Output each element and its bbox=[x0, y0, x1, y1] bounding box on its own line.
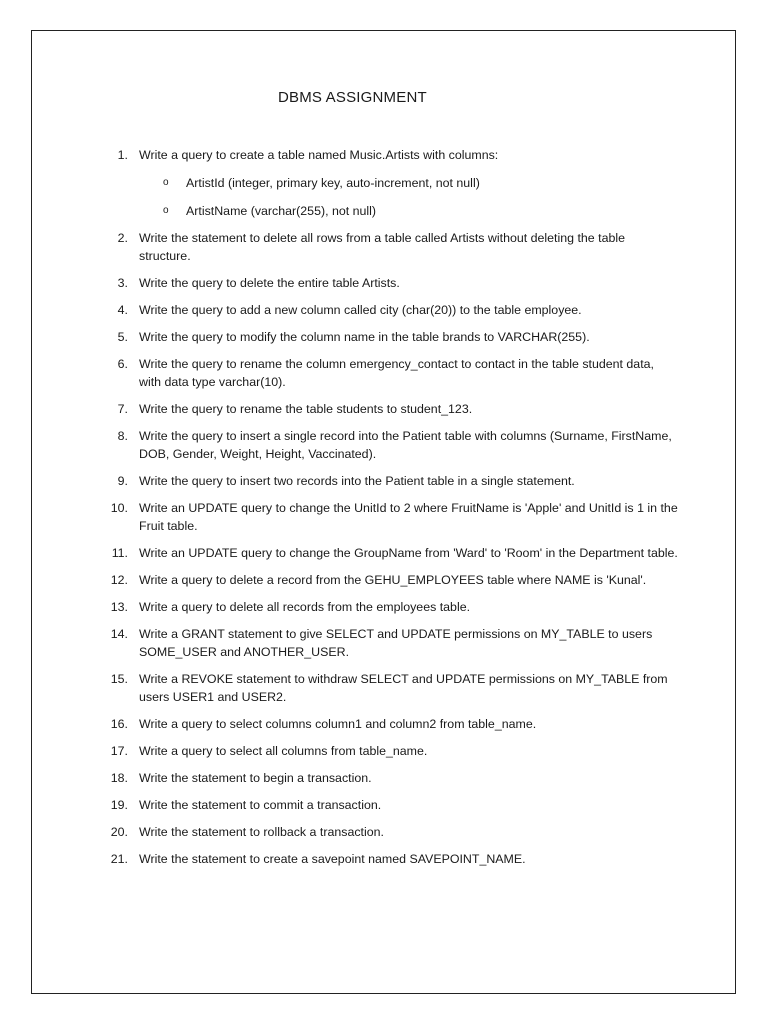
circle-bullet-icon: o bbox=[163, 177, 169, 188]
question-item bbox=[108, 625, 678, 661]
question-number: 4. bbox=[117, 303, 128, 317]
question-item bbox=[108, 715, 678, 733]
question-item bbox=[108, 229, 678, 265]
question-number: 9. bbox=[117, 474, 128, 488]
question-number: 11. bbox=[111, 546, 128, 560]
question-text: Write the query to modify the column name in the table brands to VARCHAR(255). bbox=[139, 330, 590, 344]
question-number: 5. bbox=[117, 330, 128, 344]
question-number: 15. bbox=[110, 672, 128, 686]
question-number: 21. bbox=[110, 852, 128, 866]
question-number: 16. bbox=[110, 717, 128, 731]
question-item bbox=[108, 769, 678, 787]
question-text: Write a GRANT statement to give SELECT and UPDATE permissions on MY_TABLE to users SOME_USER and ANOTHER_USER. bbox=[139, 627, 653, 659]
question-text: Write the query to delete the entire table Artists. bbox=[139, 276, 400, 290]
circle-bullet-icon: o bbox=[163, 205, 169, 216]
question-item bbox=[108, 301, 678, 319]
question-text: Write the statement to delete all rows from a table called Artists without deleting the table structure. bbox=[139, 231, 626, 263]
question-item bbox=[108, 571, 678, 589]
question-item bbox=[108, 598, 678, 616]
question-text: Write the query to insert two records into the Patient table in a single statement. bbox=[139, 474, 575, 488]
question-item bbox=[108, 400, 678, 418]
question-number: 12. bbox=[110, 573, 128, 587]
question-item bbox=[108, 328, 678, 346]
question-number: 10. bbox=[110, 501, 128, 515]
question-text: Write a query to select columns column1 and column2 from table_name. bbox=[139, 717, 537, 731]
document-title: DBMS ASSIGNMENT bbox=[278, 89, 427, 106]
question-number: 19. bbox=[110, 798, 128, 812]
question-list bbox=[108, 146, 678, 877]
sub-list-item bbox=[139, 174, 678, 192]
question-item bbox=[108, 670, 678, 706]
question-text: Write a query to select all columns from table_name. bbox=[139, 744, 428, 758]
question-item bbox=[108, 472, 678, 490]
question-text: Write the query to insert a single record into the Patient table with columns (Surname, FirstName, DOB, Gender, Weight, Height, Vaccinated). bbox=[139, 429, 672, 461]
question-text: Write the statement to begin a transaction. bbox=[139, 771, 372, 785]
question-text: Write the query to add a new column called city (char(20)) to the table employee. bbox=[139, 303, 582, 317]
question-number: 17. bbox=[110, 744, 128, 758]
question-item bbox=[108, 850, 678, 868]
question-text: Write the query to rename the column emergency_contact to contact in the table student data, with data type varchar(10). bbox=[139, 357, 654, 389]
question-number: 2. bbox=[117, 231, 128, 245]
question-number: 20. bbox=[110, 825, 128, 839]
question-item bbox=[108, 499, 678, 535]
sub-list-item bbox=[139, 202, 678, 220]
question-number: 6. bbox=[117, 357, 128, 371]
question-number: 7. bbox=[117, 402, 128, 416]
question-item bbox=[108, 274, 678, 292]
question-text: Write a query to delete all records from the employees table. bbox=[139, 600, 471, 614]
question-item bbox=[108, 796, 678, 814]
question-text: Write a query to delete a record from the GEHU_EMPLOYEES table where NAME is 'Kunal'. bbox=[139, 573, 647, 587]
question-number: 14. bbox=[110, 627, 128, 641]
question-item bbox=[108, 742, 678, 760]
question-text: Write the query to rename the table students to student_123. bbox=[139, 402, 473, 416]
question-item bbox=[108, 427, 678, 463]
question-number: 18. bbox=[110, 771, 128, 785]
question-text: Write a REVOKE statement to withdraw SELECT and UPDATE permissions on MY_TABLE from users USER1 and USER2. bbox=[139, 672, 668, 704]
question-number: 8. bbox=[117, 429, 128, 443]
sub-list bbox=[139, 174, 678, 220]
question-text: Write an UPDATE query to change the GroupName from 'Ward' to 'Room' in the Department table. bbox=[139, 546, 678, 560]
question-text: Write an UPDATE query to change the UnitId to 2 where FruitName is 'Apple' and UnitId is 1 in the Fruit table. bbox=[139, 501, 678, 533]
sub-item-text: ArtistName (varchar(255), not null) bbox=[186, 204, 377, 218]
question-text: Write the statement to rollback a transaction. bbox=[139, 825, 384, 839]
question-text: Write a query to create a table named Music.Artists with columns: bbox=[139, 148, 499, 162]
question-text: Write the statement to create a savepoint named SAVEPOINT_NAME. bbox=[139, 852, 526, 866]
question-item bbox=[108, 355, 678, 391]
question-item bbox=[108, 823, 678, 841]
question-number: 1. bbox=[117, 148, 128, 162]
sub-item-text: ArtistId (integer, primary key, auto-increment, not null) bbox=[186, 176, 480, 190]
question-number: 3. bbox=[117, 276, 128, 290]
question-item bbox=[108, 544, 678, 562]
question-text: Write the statement to commit a transaction. bbox=[139, 798, 382, 812]
question-item bbox=[108, 146, 678, 220]
question-number: 13. bbox=[110, 600, 128, 614]
